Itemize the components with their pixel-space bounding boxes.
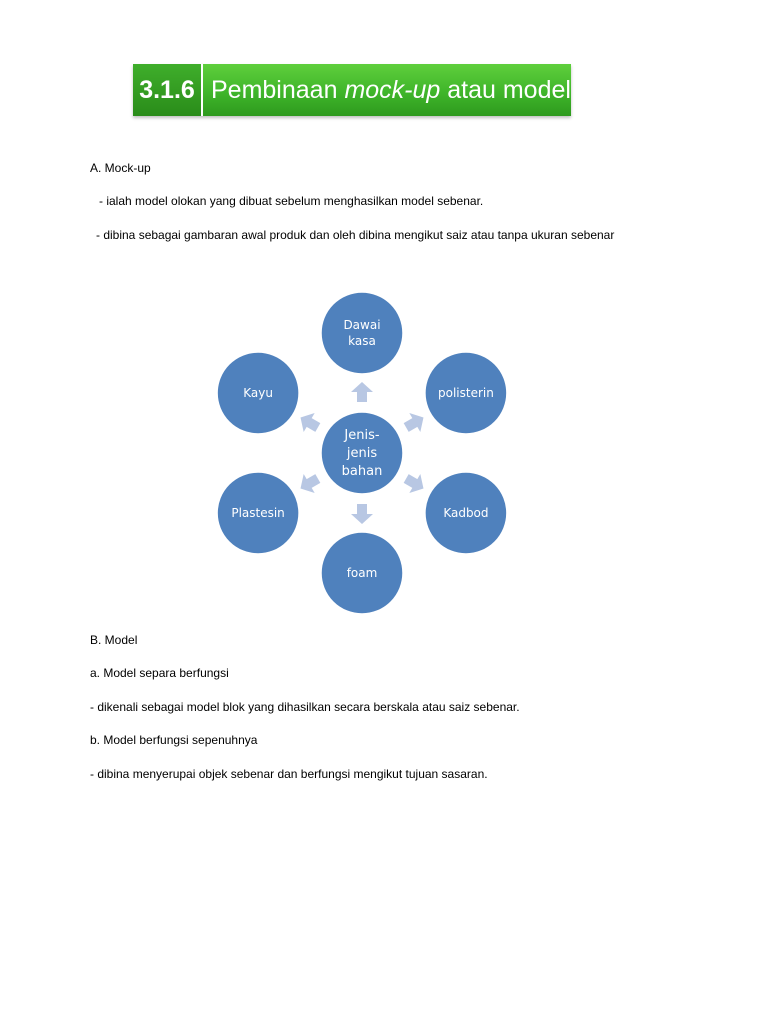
center-node — [321, 412, 403, 494]
model-text-a: - dikenali sebagai model blok yang dihasilkan secara berskala atau saiz sebenar. — [90, 700, 520, 714]
node-dawai-kasa — [321, 292, 403, 374]
node-foam-label: foam — [346, 566, 378, 580]
mockup-description: - dibina sebagai gambaran awal produk dan oleh dibina mengikut saiz atau tanpa ukuran sebenar — [96, 228, 615, 242]
node-plastesin — [217, 472, 299, 554]
node-polisterin-label: polisterin — [438, 386, 494, 400]
node-kayu — [217, 352, 299, 434]
center-node-label: Jenis-jenis bahan — [341, 428, 383, 479]
section-number: 3.1.6 — [133, 64, 203, 116]
node-polisterin — [425, 352, 507, 434]
arrow-to-plastesin — [295, 469, 323, 498]
arrow-to-dawai-kasa — [351, 382, 373, 402]
node-dawai-kasa-label: Dawai kasa — [343, 318, 381, 348]
title-part-2: atau model — [440, 75, 571, 104]
node-kadbod — [425, 472, 507, 554]
section-title — [211, 64, 571, 116]
model-subheading-a: a. Model separa berfungsi — [90, 666, 229, 680]
arrow-to-kayu — [295, 408, 323, 437]
node-foam — [321, 532, 403, 614]
model-text-b: - dibina menyerupai objek sebenar dan berfungsi mengikut tujuan sasaran. — [90, 767, 488, 781]
mockup-heading: A. Mock-up — [90, 161, 151, 175]
node-kadbod-label: Kadbod — [443, 506, 489, 520]
model-heading: B. Model — [90, 633, 138, 647]
node-plastesin-label: Plastesin — [231, 506, 285, 520]
node-kayu-label: Kayu — [243, 386, 273, 400]
title-part-italic: mock-up — [344, 75, 441, 104]
title-part-1: Pembinaan — [211, 75, 345, 104]
mockup-definition: - ialah model olokan yang dibuat sebelum menghasilkan model sebenar. — [99, 194, 484, 208]
model-subheading-b: b. Model berfungsi sepenuhnya — [90, 733, 258, 747]
section-banner — [133, 64, 571, 116]
arrow-to-kadbod — [401, 469, 429, 498]
arrow-to-foam — [351, 504, 373, 524]
arrow-to-polisterin — [401, 408, 429, 437]
